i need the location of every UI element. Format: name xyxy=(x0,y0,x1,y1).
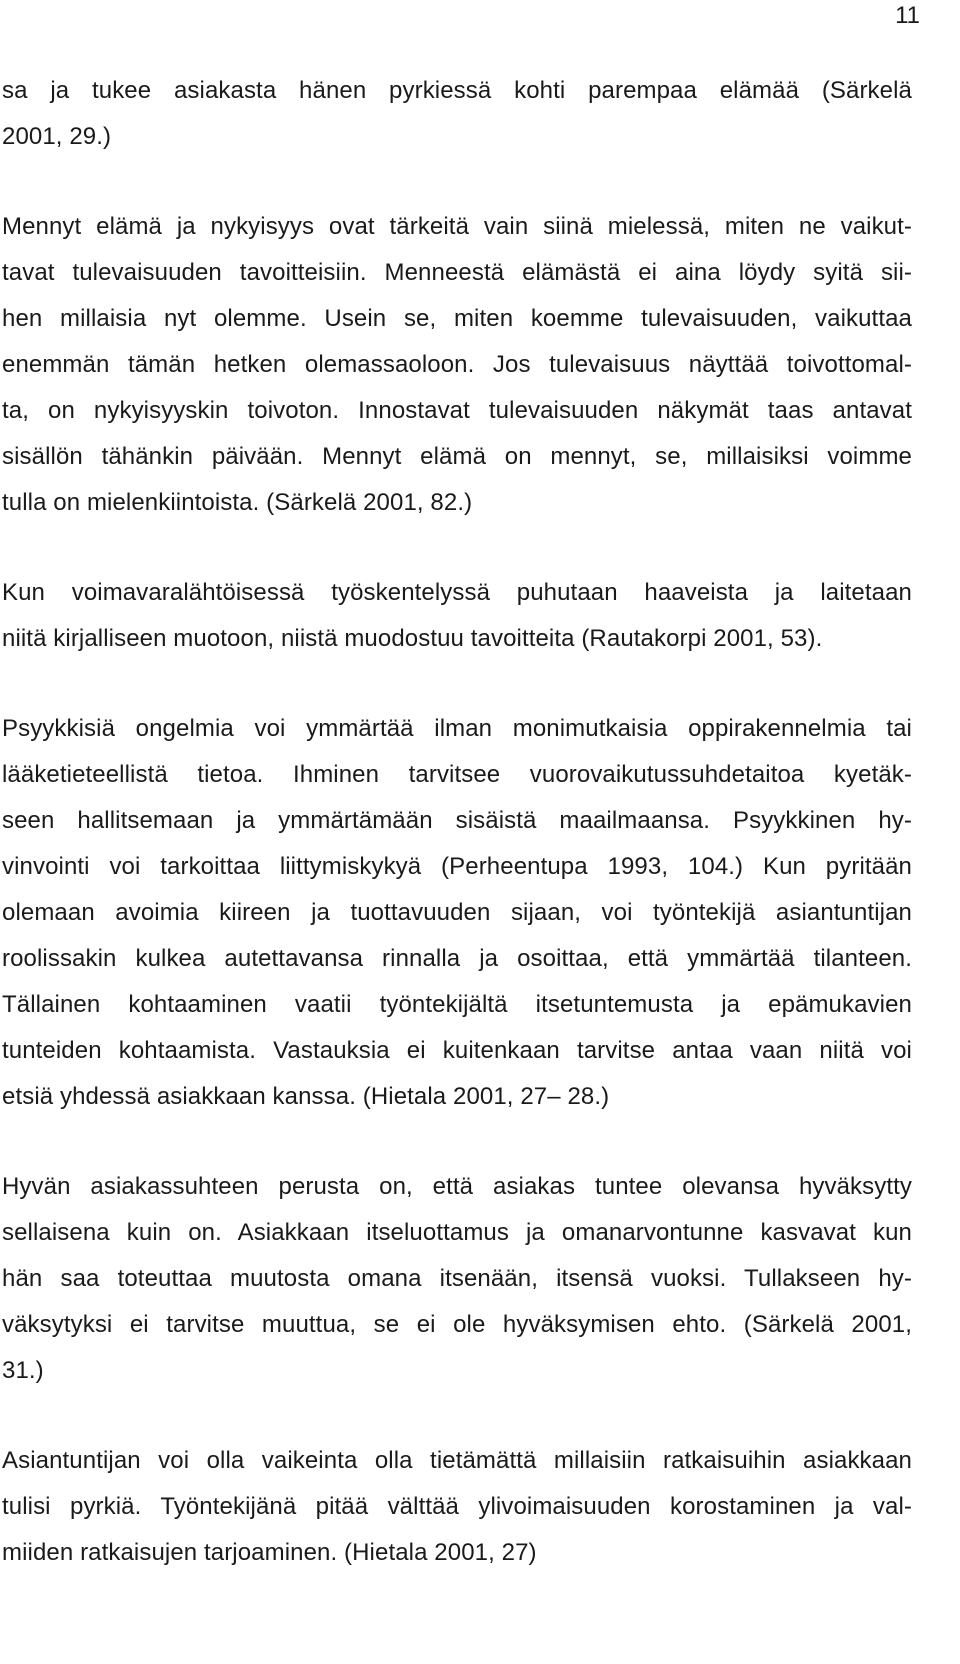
text-line: tulisi pyrkiä. Työntekijänä pitää välttää ylivoimaisuuden korostaminen ja val- xyxy=(2,1493,912,1520)
paragraph-gap xyxy=(2,160,912,204)
text-line: hän saa toteuttaa muutosta omana itsenään, itsensä vuoksi. Tullakseen hy- xyxy=(2,1265,912,1292)
text-line: 31.) xyxy=(2,1357,44,1384)
text-line: seen hallitsemaan ja ymmärtämään sisäistä maailmaansa. Psyykkinen hy- xyxy=(2,807,912,834)
paragraph-gap xyxy=(2,662,912,706)
text-line: sa ja tukee asiakasta hänen pyrkiessä kohti parempaa elämää (Särkelä xyxy=(2,77,912,104)
paragraph xyxy=(2,204,912,526)
paragraph xyxy=(2,570,912,662)
page-number: 11 xyxy=(895,2,920,29)
text-line: enemmän tämän hetken olemassaoloon. Jos tulevaisuus näyttää toivottomal- xyxy=(2,351,912,378)
paragraph xyxy=(2,1438,912,1576)
text-line: olemaan avoimia kiireen ja tuottavuuden sijaan, voi työntekijä asiantuntijan xyxy=(2,899,912,926)
text-line: Kun voimavaralähtöisessä työskentelyssä puhutaan haaveista ja laitetaan xyxy=(2,579,912,606)
text-line: hen millaisia nyt olemme. Usein se, miten koemme tulevaisuuden, vaikuttaa xyxy=(2,305,912,332)
paragraph xyxy=(2,1164,912,1394)
paragraph-gap xyxy=(2,526,912,570)
text-line: miiden ratkaisujen tarjoaminen. (Hietala 2001, 27) xyxy=(2,1539,537,1566)
text-line: sisällön tähänkin päivään. Mennyt elämä on mennyt, se, millaisiksi voimme xyxy=(2,443,912,470)
text-line: Hyvän asiakassuhteen perusta on, että asiakas tuntee olevansa hyväksytty xyxy=(2,1173,912,1200)
paragraph xyxy=(2,68,912,160)
text-line: roolissakin kulkea autettavansa rinnalla ja osoittaa, että ymmärtää tilanteen. xyxy=(2,945,912,972)
text-line: ta, on nykyisyyskin toivoton. Innostavat tulevaisuuden näkymät taas antavat xyxy=(2,397,912,424)
text-line: Asiantuntijan voi olla vaikeinta olla tietämättä millaisiin ratkaisuihin asiakkaan xyxy=(2,1447,912,1474)
text-line: lääketieteellistä tietoa. Ihminen tarvitsee vuorovaikutussuhdetaitoa kyetäk- xyxy=(2,761,912,788)
text-line: etsiä yhdessä asiakkaan kanssa. (Hietala 2001, 27– 28.) xyxy=(2,1083,610,1110)
text-line: tunteiden kohtaamista. Vastauksia ei kuitenkaan tarvitse antaa vaan niitä voi xyxy=(2,1037,912,1064)
text-line: tulla on mielenkiintoista. (Särkelä 2001, 82.) xyxy=(2,489,473,516)
text-line: niitä kirjalliseen muotoon, niistä muodostuu tavoitteita (Rautakorpi 2001, 53). xyxy=(2,625,823,652)
text-line: sellaisena kuin on. Asiakkaan itseluottamus ja omanarvontunne kasvavat kun xyxy=(2,1219,912,1246)
text-line: 2001, 29.) xyxy=(2,123,112,150)
text-line: väksytyksi ei tarvitse muuttua, se ei ole hyväksymisen ehto. (Särkelä 2001, xyxy=(2,1311,912,1338)
text-line: Psyykkisiä ongelmia voi ymmärtää ilman monimutkaisia oppirakennelmia tai xyxy=(2,715,912,742)
document-body xyxy=(2,68,912,1576)
text-line: vinvointi voi tarkoittaa liittymiskykyä (Perheentupa 1993, 104.) Kun pyritään xyxy=(2,853,912,880)
text-line: tavat tulevaisuuden tavoitteisiin. Menneestä elämästä ei aina löydy syitä sii- xyxy=(2,259,912,286)
paragraph-gap xyxy=(2,1394,912,1438)
paragraph xyxy=(2,706,912,1120)
text-line: Tällainen kohtaaminen vaatii työntekijältä itsetuntemusta ja epämukavien xyxy=(2,991,912,1018)
text-line: Mennyt elämä ja nykyisyys ovat tärkeitä vain siinä mielessä, miten ne vaikut- xyxy=(2,213,912,240)
paragraph-gap xyxy=(2,1120,912,1164)
